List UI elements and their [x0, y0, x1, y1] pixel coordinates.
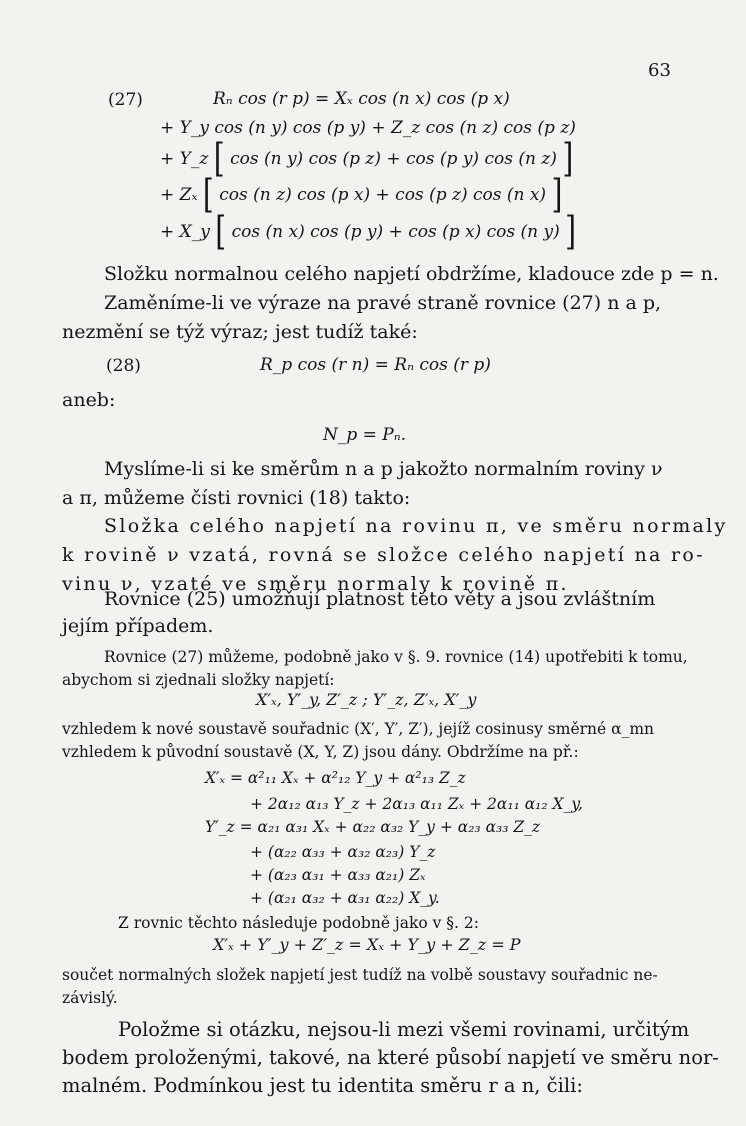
paragraph-7-line-2: závislý. [62, 989, 118, 1007]
equation-28-body: R_p cos (r n) = Rₙ cos (r p) [260, 355, 491, 375]
paragraph-1-line-2: Zaměníme-li ve výraze na pravé straně rovnice (27) n a p, [104, 292, 662, 314]
transform-line-2: + 2α₁₂ α₁₃ Y_z + 2α₁₃ α₁₁ Zₓ + 2α₁₁ α₁₂ X_y, [250, 795, 583, 813]
page-number: 63 [648, 60, 671, 81]
paragraph-3-line-2: jejím případem. [62, 615, 214, 637]
right-bracket-icon: ] [551, 171, 563, 218]
right-bracket-icon: ] [562, 135, 574, 182]
transform-line-3: Y′_z = α₂₁ α₃₁ Xₓ + α₂₂ α₃₂ Y_y + α₂₃ α₃₃ Z_z [205, 818, 541, 836]
transform-line-4: + (α₂₂ α₃₃ + α₃₂ α₂₃) Y_z [250, 843, 436, 861]
equation-np-pn: N_p = Pₙ. [323, 425, 407, 445]
paragraph-8-line-2: bodem proloženými, takové, na které působí napjetí ve směru nor- [62, 1046, 719, 1069]
paragraph-6: Z rovnic těchto následuje podobně jako v §. 2: [118, 914, 479, 932]
left-bracket-icon: [ [213, 135, 225, 182]
left-bracket-icon: [ [215, 208, 227, 255]
left-bracket-icon: [ [202, 171, 214, 218]
theorem-line-1: Složka celého napjetí na rovinu π, ve směru normaly [104, 515, 728, 537]
paragraph-8-line-3: malném. Podmínkou jest tu identita směru r a n, čili: [62, 1074, 583, 1097]
equation-27-line-5 [160, 208, 577, 255]
paragraph-4-line-2: abychom si zjednali složky napjetí: [62, 671, 335, 689]
equation-normal-sum: X′ₓ + Y′_y + Z′_z = Xₓ + Y_y + Z_z = P [213, 935, 521, 954]
paragraph-4-line-1: Rovnice (27) můžeme, podobně jako v §. 9. rovnice (14) upotřebiti k tomu, [104, 648, 688, 666]
paragraph-8-line-1: Položme si otázku, nejsou-li mezi všemi rovinami, určitým [118, 1018, 690, 1041]
equation-27-line-3 [160, 135, 574, 182]
equation-27-line-3-prefix: + Y_z [160, 149, 209, 169]
equation-27-line-5-prefix: + X_y [160, 222, 210, 242]
transform-line-6: + (α₂₁ α₃₂ + α₃₁ α₂₂) X_y. [250, 889, 440, 907]
aneb-text: aneb: [62, 389, 116, 411]
paragraph-2-line-2: a π, můžeme čísti rovnici (18) takto: [62, 487, 411, 509]
equation-27-line-2: + Y_y cos (n y) cos (p y) + Z_z cos (n z) cos (p z) [160, 118, 576, 138]
equation-27-line-1: Rₙ cos (r p) = Xₓ cos (n x) cos (p x) [213, 89, 510, 109]
transform-line-5: + (α₂₃ α₃₁ + α₃₃ α₂₁) Zₓ [250, 866, 426, 884]
paragraph-7-line-1: součet normalných složek napjetí jest tudíž na volbě soustavy souřadnic ne- [62, 966, 658, 984]
equation-stress-components: X′ₓ, Y′_y, Z′_z ; Y′_z, Z′ₓ, X′_y [256, 690, 477, 709]
equation-27-line-3-body: cos (n y) cos (p z) + cos (p y) cos (n z) [230, 149, 557, 169]
equation-27-line-4-prefix: + Zₓ [160, 185, 198, 205]
equation-27-line-4-body: cos (n z) cos (p x) + cos (p z) cos (n x) [219, 185, 547, 205]
paragraph-2-line-1: Myslíme-li si ke směrům n a p jakožto normalním roviny ν [104, 458, 663, 480]
paragraph-1-line-1: Složku normalnou celého napjetí obdržíme, kladouce zde p = n. [104, 263, 719, 285]
right-bracket-icon: ] [565, 208, 577, 255]
paragraph-5-line-2: vzhledem k původní soustavě (X, Y, Z) jsou dány. Obdržíme na př.: [62, 743, 579, 761]
transform-line-1: X′ₓ = α²₁₁ Xₓ + α²₁₂ Y_y + α²₁₃ Z_z [205, 769, 466, 787]
equation-27-label: (27) [108, 90, 143, 110]
paragraph-1-line-3: nezmění se týž výraz; jest tudíž také: [62, 321, 418, 343]
paragraph-5-line-1: vzhledem k nové soustavě souřadnic (X′, Y′, Z′), jejíž cosinusy směrné α_mn [62, 720, 655, 738]
equation-28-label: (28) [106, 356, 141, 376]
equation-27-line-4 [160, 171, 563, 218]
equation-27-line-5-body: cos (n x) cos (p y) + cos (p x) cos (n y) [231, 222, 560, 242]
paragraph-3-line-1: Rovnice (25) umožňují platnost této věty a jsou zvláštním [104, 588, 656, 610]
theorem-line-2: k rovině ν vzatá, rovná se složce celého napjetí na ro- [62, 544, 705, 566]
theorem-line-3: vinu ν, vzaté ve směru normaly k rovině π. [62, 573, 569, 595]
